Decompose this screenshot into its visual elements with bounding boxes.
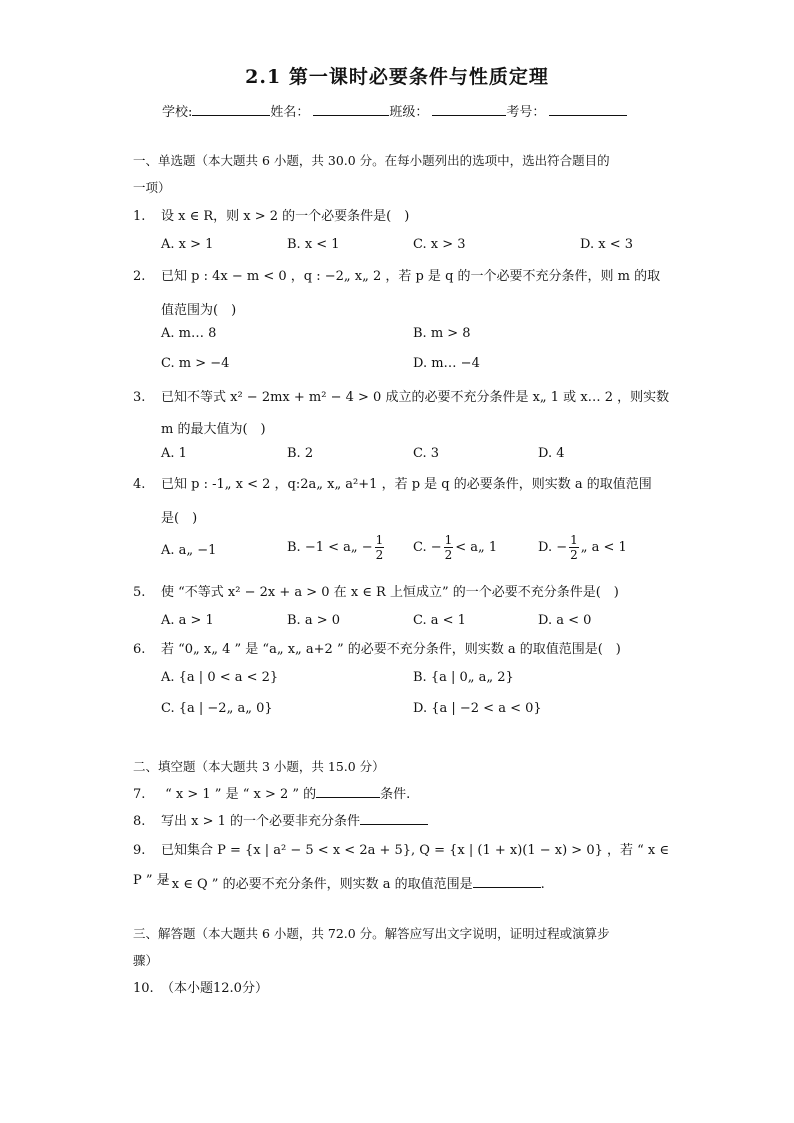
question-number: 9. bbox=[133, 843, 146, 858]
q5-option-c[interactable]: C. a < 1 bbox=[413, 613, 466, 628]
question-number: 7. bbox=[133, 787, 146, 802]
page-title: 2.1 第一课时必要条件与性质定理 bbox=[245, 66, 549, 88]
question-text: 已知 p : -1„ x < 2 ，q:2a„ x„ a²+1 ，若 p 是 q 的必要条件，则实数 a 的取值范围 bbox=[161, 477, 652, 492]
question-text: 设 x ∈ R，则 x > 2 的一个必要条件是( ) bbox=[161, 209, 410, 224]
fraction bbox=[375, 533, 385, 562]
question-text: 已知集合 P = {x | a² − 5 < x < 2a + 5}, Q = {x | (1 + x)(1 − x) > 0} ，若 “ x ∈ P ” 是 bbox=[133, 843, 670, 888]
q4-line-2: 是( ) bbox=[161, 511, 198, 526]
question-number: 6. bbox=[133, 642, 146, 657]
question-number: 8. bbox=[133, 814, 146, 829]
q4-option-b[interactable] bbox=[287, 533, 386, 562]
q2-option-c[interactable]: C. m > −4 bbox=[161, 356, 230, 371]
section-2-heading: 二、填空题（本大题共 3 小题，共 15.0 分） bbox=[133, 759, 385, 774]
fraction bbox=[444, 533, 454, 562]
option-text: B. −1 < a„ − bbox=[287, 540, 373, 555]
question-1 bbox=[133, 202, 673, 232]
denominator: 2 bbox=[570, 548, 578, 562]
q9-line-2 bbox=[161, 873, 545, 892]
question-text: “ x ∈ Q ” 的必要不充分条件，则实数 a 的取值范围是 bbox=[161, 877, 473, 892]
question-number: 4. bbox=[133, 477, 146, 492]
q3-option-a[interactable]: A. 1 bbox=[161, 446, 187, 461]
question-number: 1. bbox=[133, 209, 146, 224]
q6-option-d[interactable]: D. {a | −2 < a < 0} bbox=[413, 701, 542, 716]
question-number: 5. bbox=[133, 585, 146, 600]
school-label: 学校: bbox=[162, 105, 193, 120]
numerator: 1 bbox=[570, 533, 578, 547]
section-3-heading bbox=[133, 920, 663, 974]
exam-no-blank[interactable] bbox=[549, 102, 627, 116]
q2-option-b[interactable]: B. m > 8 bbox=[413, 326, 471, 341]
q3-option-b[interactable]: B. 2 bbox=[287, 446, 314, 461]
denominator: 2 bbox=[375, 548, 384, 562]
question-text: 使 “不等式 x² − 2x + a > 0 在 x ∈ R 上恒成立” 的一个必要不充分条件是( ) bbox=[161, 585, 619, 600]
question-text: . bbox=[540, 877, 545, 892]
q2-option-d[interactable]: D. m… −4 bbox=[413, 356, 480, 371]
name-label: 姓名： bbox=[270, 105, 310, 120]
numerator: 1 bbox=[444, 533, 453, 547]
student-info-line bbox=[162, 101, 627, 120]
question-7 bbox=[133, 780, 673, 810]
q4-option-c[interactable] bbox=[413, 533, 497, 562]
q6-option-c[interactable]: C. {a | −2„ a„ 0} bbox=[161, 701, 273, 716]
question-text: 写出 x > 1 的一个必要非充分条件 bbox=[161, 814, 361, 829]
question-text: “ x > 1 ” 是 “ x > 2 ” 的 bbox=[161, 787, 317, 802]
q6-option-a[interactable]: A. {a | 0 < a < 2} bbox=[161, 670, 279, 685]
question-4 bbox=[133, 470, 673, 500]
question-number: 10. bbox=[133, 981, 154, 996]
q1-option-a[interactable]: A. x > 1 bbox=[161, 237, 214, 252]
fill-blank[interactable] bbox=[360, 812, 428, 825]
option-text: D. − bbox=[538, 540, 568, 555]
section-1-heading bbox=[133, 147, 663, 201]
section-1-line-2: 一项） bbox=[133, 180, 171, 195]
fill-blank[interactable] bbox=[316, 785, 380, 798]
q3-option-c[interactable]: C. 3 bbox=[413, 446, 440, 461]
question-2 bbox=[133, 262, 673, 292]
option-text: < a„ 1 bbox=[455, 540, 498, 555]
question-number: 2. bbox=[133, 269, 146, 284]
question-6 bbox=[133, 635, 673, 665]
question-text: 已知不等式 x² − 2mx + m² − 4 > 0 成立的必要不充分条件是 x„ 1 或 x… 2 ，则实数 bbox=[161, 390, 670, 405]
question-text: 条件. bbox=[380, 787, 411, 802]
q1-option-b[interactable]: B. x < 1 bbox=[287, 237, 340, 252]
fill-blank[interactable] bbox=[473, 875, 541, 888]
question-text: （本小题12.0分） bbox=[161, 981, 268, 996]
name-blank[interactable] bbox=[313, 102, 389, 116]
exam-no-label: 考号： bbox=[506, 105, 546, 120]
option-text: C. − bbox=[413, 540, 442, 555]
class-blank[interactable] bbox=[432, 102, 506, 116]
question-8 bbox=[133, 807, 673, 837]
fraction bbox=[569, 533, 579, 562]
question-text: 若 “0„ x„ 4 ” 是 “a„ x„ a+2 ” 的必要不充分条件，则实数 a 的取值范围是( ) bbox=[161, 642, 621, 657]
q3-line-2: m 的最大值为( ) bbox=[161, 422, 266, 437]
section-3-line-2: 骤） bbox=[133, 953, 159, 968]
question-3 bbox=[133, 383, 673, 413]
numerator: 1 bbox=[375, 533, 384, 547]
q6-option-b[interactable]: B. {a | 0„ a„ 2} bbox=[413, 670, 514, 685]
option-text: „ a < 1 bbox=[580, 540, 627, 555]
q3-option-d[interactable]: D. 4 bbox=[538, 446, 565, 461]
q1-option-d[interactable]: D. x < 3 bbox=[580, 237, 633, 252]
q2-option-a[interactable]: A. m… 8 bbox=[161, 326, 217, 341]
school-blank[interactable] bbox=[192, 102, 270, 116]
question-5 bbox=[133, 578, 673, 608]
section-1-line-1: 一、单选题（本大题共 6 小题，共 30.0 分。在每小题列出的选项中，选出符合题目的 bbox=[133, 153, 610, 168]
section-3-line-1: 三、解答题（本大题共 6 小题，共 72.0 分。解答应写出文字说明，证明过程或演算步 bbox=[133, 926, 610, 941]
q4-option-d[interactable] bbox=[538, 533, 627, 562]
question-10 bbox=[133, 974, 673, 1004]
q5-option-b[interactable]: B. a > 0 bbox=[287, 613, 340, 628]
q1-option-c[interactable]: C. x > 3 bbox=[413, 237, 466, 252]
denominator: 2 bbox=[444, 548, 453, 562]
q4-option-a[interactable]: A. a„ −1 bbox=[161, 543, 217, 558]
question-text: 已知 p : 4x − m < 0 ，q : −2„ x„ 2 ，若 p 是 q 的一个必要不充分条件，则 m 的取 bbox=[161, 269, 661, 284]
class-label: 班级： bbox=[389, 105, 429, 120]
q5-option-a[interactable]: A. a > 1 bbox=[161, 613, 214, 628]
q2-line-2: 值范围为( ) bbox=[161, 303, 237, 318]
q5-option-d[interactable]: D. a < 0 bbox=[538, 613, 592, 628]
question-number: 3. bbox=[133, 390, 146, 405]
